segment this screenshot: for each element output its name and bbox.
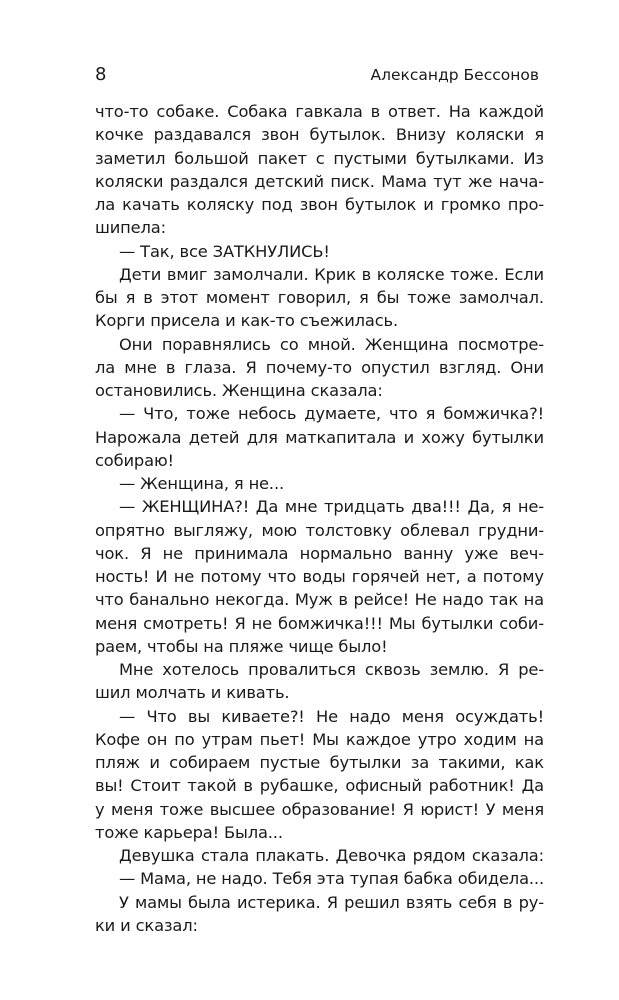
text-line: Нарожала детей для маткапитала и хожу бутылки: [95, 427, 544, 447]
text-line: тоже карьера! Была...: [95, 822, 283, 842]
text-line: кочке раздавался звон бутылок. Внизу коляски я: [95, 125, 544, 145]
body-text: [95, 100, 544, 937]
text-line: бы я в этот момент говорил, я бы тоже замолчал.: [95, 288, 544, 307]
text-line: чок. Я не принимала нормально ванну уже веч-: [95, 543, 544, 563]
text-line: опрятно выгляжу, мою толстовку облевал грудни-: [95, 520, 544, 540]
text-line: Дети вмиг замолчали. Крик в коляске тоже. Если: [119, 264, 544, 284]
page-number: 8: [95, 64, 107, 85]
text-line: заметил большой пакет с пустыми бутылками. Из: [95, 148, 544, 168]
text-line: — Мама, не надо. Тебя эта тупая бабка обидела...: [119, 869, 544, 889]
text-line: Девушка стала плакать. Девочка рядом сказала:: [119, 846, 544, 865]
running-head-author: Александр Бессонов: [370, 66, 539, 84]
text-line: у меня тоже высшее образование! Я юрист! У меня: [95, 799, 544, 819]
text-line: коляски раздался детский писк. Мама тут же нача-: [95, 171, 544, 191]
text-line: ла качать коляску под звон бутылок и громко про-: [95, 195, 544, 214]
text-line: меня смотреть! Я не бомжичка!!! Мы бутылки соби-: [95, 613, 544, 633]
text-line: — Так, все ЗАТКНУЛИСЬ!: [119, 241, 330, 261]
text-line: — ЖЕНЩИНА?! Да мне тридцать два!!! Да, я не-: [119, 497, 544, 517]
text-line: Корги присела и как-то съежилась.: [95, 311, 399, 331]
page-header: [95, 64, 539, 92]
text-line: шил молчать и кивать.: [95, 683, 290, 703]
text-line: ки и сказал:: [95, 915, 198, 935]
text-line: остановились. Женщина сказала:: [95, 381, 383, 400]
text-line: У мамы была истерика. Я решил взять себя в ру-: [119, 892, 544, 912]
text-line: — Что, тоже небось думаете, что я бомжичка?!: [119, 404, 544, 424]
text-line: ность! И не потому что воды горячей нет, а потому: [95, 567, 544, 586]
text-line: Мне хотелось провалиться сквозь землю. Я ре-: [119, 660, 544, 679]
text-line: вы! Стоит такой в рубашке, офисный работник! Да: [95, 776, 544, 796]
text-line: Кофе он по утрам пьет! Мы каждое утро ходим на: [95, 729, 544, 749]
text-line: что-то собаке. Собака гавкала в ответ. На каждой: [95, 102, 544, 121]
text-line: шипела:: [95, 218, 166, 238]
text-line: раем, чтобы на пляже чище было!: [95, 636, 388, 656]
text-line: пляж и собираем пустые бутылки за такими, как: [95, 753, 544, 772]
text-line: что банально некогда. Муж в рейсе! Не надо так на: [95, 590, 544, 610]
text-line: ла мне в глаза. Я почему-то опустил взгляд. Они: [95, 357, 544, 377]
text-line: — Что вы киваете?! Не надо меня осуждать!: [119, 706, 544, 726]
text-line: собираю!: [95, 450, 174, 470]
text-line: Они поравнялись со мной. Женщина посмотре-: [119, 334, 544, 354]
text-line: — Женщина, я не...: [119, 474, 285, 493]
